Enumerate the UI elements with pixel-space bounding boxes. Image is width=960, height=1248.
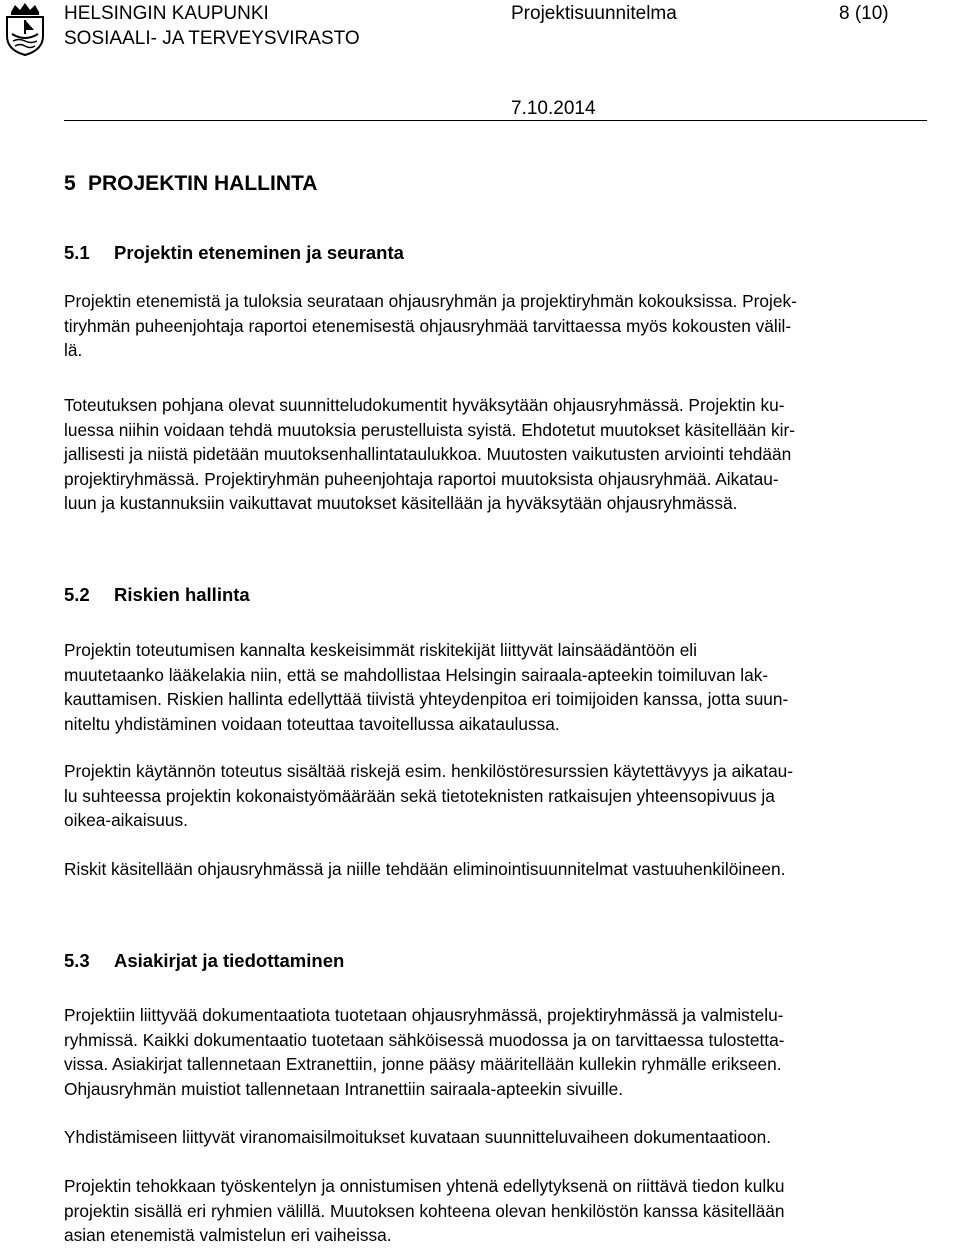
text-line: projektin sisällä eri ryhmien välillä. Muutoksen kohteena olevan henkilöstön kanssa käsitellään xyxy=(64,1200,785,1221)
subsection-title: Projektin eteneminen ja seuranta xyxy=(114,242,404,263)
text-line: projektiryhmässä. Projektiryhmän puheenjohtaja raportoi muutoksista ohjausryhmää. Aikatau- xyxy=(64,468,779,489)
text-line: Riskit käsitellään ohjausryhmässä ja niille tehdään eliminointisuunnitelmat vastuuhenkilöineen. xyxy=(64,859,786,879)
department-name: SOSIAALI- JA TERVEYSVIRASTO xyxy=(64,28,360,49)
text-line: Projektin käytännön toteutus sisältää riskejä esim. henkilöstöresurssien käytettävyys ja aikatau- xyxy=(64,761,794,781)
text-line: kauttamisen. Riskien hallinta edellyttää tiivistä yhteydenpitoa eri toimijoiden kanssa, jotta suun- xyxy=(64,689,789,710)
text-line: lu suhteessa projektin kokonaistyömäärään sekä tietoteknisten ratkaisujen yhteensopivuus ja xyxy=(64,785,775,806)
text-line: luessa niihin voidaan tehdä muutoksia perustelluista syistä. Ehdotetut muutokset käsitellään kir- xyxy=(64,419,796,440)
text-line: oikea-aikaisuus. xyxy=(64,810,188,831)
page-header xyxy=(0,0,960,120)
text-line: niteltu yhdistäminen voidaan toteuttaa tavoitellussa aikataulussa. xyxy=(64,713,560,734)
text-line: vissa. Asiakirjat tallennetaan Extranettiin, jonne pääsy määritellään kullekin ryhmälle erikseen. xyxy=(64,1054,782,1075)
subsection-number: 5.3 xyxy=(64,950,90,971)
text-line: Projektin tehokkaan työskentelyn ja onnistumisen yhtenä edellytyksenä on riittävä tiedon kulku xyxy=(64,1176,785,1196)
paragraph xyxy=(64,1003,784,1101)
paragraph xyxy=(64,759,793,833)
section-number: 5 xyxy=(64,172,76,195)
text-line: asian etenemistä valmistelun eri vaiheissa. xyxy=(64,1225,392,1246)
subsection-heading-5-2 xyxy=(64,584,250,606)
paragraph xyxy=(64,393,795,516)
text-line: muutetaanko lääkelakia niin, että se mahdollistaa Helsingin sairaala-apteekin toimiluvan lak- xyxy=(64,664,769,685)
section-heading xyxy=(64,172,317,196)
section-title: PROJEKTIN HALLINTA xyxy=(88,172,318,195)
text-line: luun ja kustannuksiin vaikuttavat muutokset käsitellään ja hyväksytään ohjausryhmässä. xyxy=(64,493,738,514)
text-line: Toteutuksen pohjana olevat suunnitteludokumentit hyväksytään ohjausryhmässä. Projektin ku- xyxy=(64,395,785,415)
subsection-heading-5-1 xyxy=(64,242,404,264)
organization-name: HELSINGIN KAUPUNKI xyxy=(64,3,269,24)
text-line: tiryhmän puheenjohtaja raportoi etenemisestä ohjausryhmää tarvittaessa myös kokousten välil- xyxy=(64,315,792,336)
text-line: Projektin etenemistä ja tuloksia seurataan ohjausryhmän ja projektiryhmän kokouksissa. Projek- xyxy=(64,291,797,311)
text-line: lä. xyxy=(64,340,83,361)
paragraph xyxy=(64,638,788,736)
subsection-heading-5-3 xyxy=(64,950,344,972)
subsection-number: 5.1 xyxy=(64,242,90,263)
subsection-title: Asiakirjat ja tiedottaminen xyxy=(114,950,345,971)
text-line: Projektin toteutumisen kannalta keskeisimmät riskitekijät liittyvät lainsäädäntöön eli xyxy=(64,640,697,660)
text-line: Projektiin liittyvää dokumentaatiota tuotetaan ohjausryhmässä, projektiryhmässä ja valmistelu- xyxy=(64,1005,784,1025)
subsection-number: 5.2 xyxy=(64,584,90,605)
page-number: 8 (10) xyxy=(839,3,889,24)
helsinki-crest-icon xyxy=(3,2,47,56)
subsection-title: Riskien hallinta xyxy=(114,584,250,605)
text-line: Yhdistämiseen liittyvät viranomaisilmoitukset kuvataan suunnitteluvaiheen dokumentaatioon. xyxy=(64,1127,772,1147)
paragraph xyxy=(64,857,785,882)
text-line: ryhmissä. Kaikki dokumentaatio tuotetaan sähköisessä muodossa ja on tarvittaessa tulostetta- xyxy=(64,1029,785,1050)
paragraph xyxy=(64,1125,771,1150)
paragraph xyxy=(64,1174,784,1248)
text-line: jallisesti ja niistä pidetään muutoksenhallintataulukkoa. Muutosten vaikutusten arviointi tehdään xyxy=(64,444,792,465)
document-date: 7.10.2014 xyxy=(511,98,596,119)
text-line: Ohjausryhmän muistiot tallennetaan Intranettiin sairaala-apteekin sivuille. xyxy=(64,1078,624,1099)
header-rule xyxy=(64,120,927,121)
document-type: Projektisuunnitelma xyxy=(511,3,677,24)
paragraph xyxy=(64,289,797,363)
